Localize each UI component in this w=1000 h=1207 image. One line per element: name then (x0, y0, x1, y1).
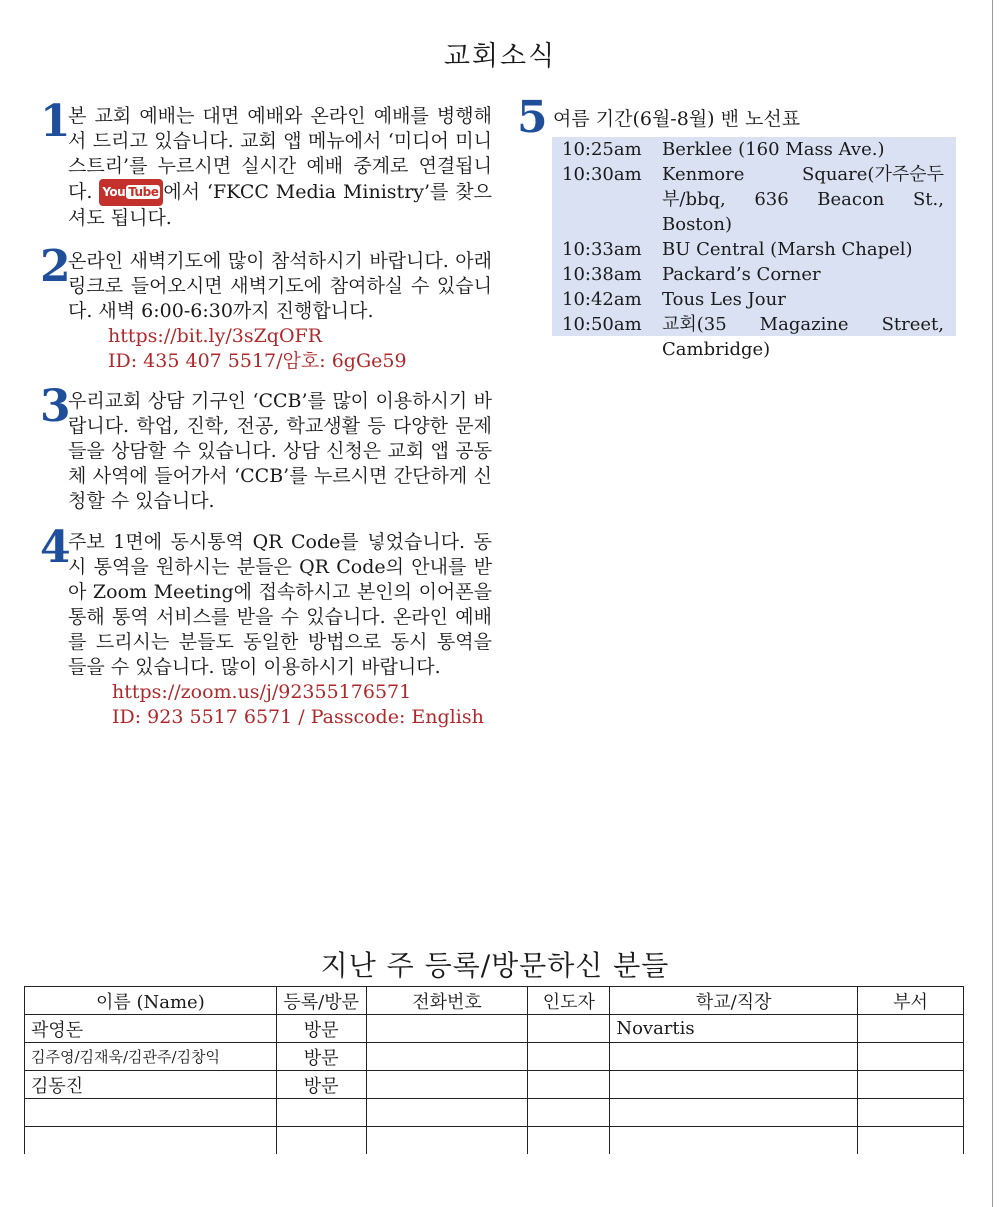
cell-guide (528, 1043, 610, 1071)
item-number: 3 (40, 381, 71, 432)
column-header: 등록/방문 (276, 987, 366, 1015)
cell-guide (528, 1071, 610, 1099)
cell-phone (366, 1099, 528, 1127)
cell-school-work (610, 1099, 858, 1127)
item-number-5: 5 (517, 92, 548, 143)
cell-guide (528, 1127, 610, 1155)
table-row (25, 1127, 964, 1155)
item-text: 우리교회 상담 기구인 ‘CCB’를 많이 이용하시기 바랍니다. 학업, 진학, 전공, 학교생활 등 다양한 문제들을 상담할 수 있습니다. 상담 신청은 교회 앱 공동체 사역에 들어가서 ‘CCB’를 누르시면 간단하게 신청할 수 있습니다. (68, 390, 492, 512)
cell-guide (528, 1099, 610, 1127)
column-header: 인도자 (528, 987, 610, 1015)
bus-place: BU Central (Marsh Chapel) (662, 239, 913, 260)
column-header: 학교/직장 (610, 987, 858, 1015)
item-text (68, 104, 492, 231)
notice-item-3 (40, 381, 492, 514)
bus-stop-row (552, 262, 956, 287)
cell-department (858, 1099, 964, 1127)
cell-name: 곽영돈 (25, 1015, 277, 1043)
column-header: 이름 (Name) (25, 987, 277, 1015)
item-number: 4 (40, 522, 71, 573)
dawn-prayer-link[interactable]: https://bit.ly/3sZqOFR (108, 325, 323, 347)
cell-status: 방문 (276, 1071, 366, 1099)
table-row (25, 1043, 964, 1071)
bus-stop-row (552, 137, 956, 162)
cell-status: 방문 (276, 1043, 366, 1071)
notice-item-4 (40, 522, 492, 730)
cell-phone (366, 1015, 528, 1043)
cell-school-work: Novartis (610, 1015, 858, 1043)
bus-place: Packard’s Corner (662, 264, 821, 285)
cell-status (276, 1099, 366, 1127)
bus-schedule-box (552, 137, 956, 360)
cell-department (858, 1015, 964, 1043)
cell-department (858, 1127, 964, 1155)
cell-guide (528, 1015, 610, 1043)
cell-phone (366, 1043, 528, 1071)
notice-item-1 (40, 96, 493, 231)
page-title: 교회소식 (443, 41, 557, 72)
cell-phone (366, 1127, 528, 1155)
cell-name (25, 1127, 277, 1155)
notice-item-2 (40, 241, 492, 374)
bus-time: 10:50am (562, 314, 642, 335)
page-right-edge (992, 0, 993, 1207)
column-header: 부서 (858, 987, 964, 1015)
visitors-title: 지난 주 등록/방문하신 분들 (320, 949, 670, 982)
youtube-logo-icon: You Tube (99, 179, 163, 206)
cell-name: 김주영/김재욱/김관주/김창익 (25, 1043, 277, 1071)
item-text: 온라인 새벽기도에 많이 참석하시기 바랍니다. 아래 링크로 들어오시면 새벽기도에 참여하실 수 있습니다. 새벽 6:00-6:30까지 진행합니다. (68, 250, 492, 322)
bus-stop-row (552, 162, 956, 237)
bus-time: 10:33am (562, 239, 642, 260)
bus-stop-row (552, 312, 956, 362)
table-row (25, 1015, 964, 1043)
dawn-prayer-id: ID: 435 407 5517/암호: 6gGe59 (108, 350, 407, 372)
table-row (25, 1071, 964, 1099)
table-header-row (25, 987, 964, 1015)
item-text-part: 본 교회 예배는 대면 예배와 온라인 예배를 병행해서 드리고 있습니다. 교회 앱 메뉴에서 ‘미디어 미니스트리’를 누르시면 실시간 예배 중계로 연결됩니다. (68, 105, 492, 203)
item-number: 1 (40, 96, 71, 147)
cell-phone (366, 1071, 528, 1099)
cell-status: 방문 (276, 1015, 366, 1043)
cell-school-work (610, 1127, 858, 1155)
bus-place: Berklee (160 Mass Ave.) (662, 139, 885, 160)
zoom-id: ID: 923 5517 6571 / Passcode: English (112, 706, 484, 728)
bus-time: 10:30am (562, 164, 642, 185)
bus-place: Tous Les Jour (662, 289, 786, 310)
visitors-table (24, 986, 964, 1154)
cell-name: 김동진 (25, 1071, 277, 1099)
bus-time: 10:42am (562, 289, 642, 310)
column-header: 전화번호 (366, 987, 528, 1015)
cell-name (25, 1099, 277, 1127)
bus-stop-row (552, 237, 956, 262)
cell-status (276, 1127, 366, 1155)
bus-place: 교회(35 Magazine Street, Cambridge) (662, 314, 944, 360)
bus-time: 10:38am (562, 264, 642, 285)
bus-time: 10:25am (562, 139, 642, 160)
bus-stop-row (552, 287, 956, 312)
bus-heading: 여름 기간(6월-8월) 밴 노선표 (553, 108, 801, 130)
item-text: 주보 1면에 동시통역 QR Code를 넣었습니다. 동시 통역을 원하시는 분들은 QR Code의 안내를 받아 Zoom Meeting에 접속하시고 본인의 이어폰을 통해 통역 서비스를 받을 수 있습니다. 온라인 예배를 드리시는 분들도 동일한 방법으로 동시 통역을 들을 수 있습니다. 많이 이용하시기 바랍니다. (68, 531, 492, 678)
cell-school-work (610, 1043, 858, 1071)
item-text-part: 에서 ‘FKCC Media Ministry’를 찾으셔도 됩니다. (68, 181, 493, 229)
cell-school-work (610, 1071, 858, 1099)
item-number: 2 (40, 241, 71, 292)
zoom-link[interactable]: https://zoom.us/j/92355176571 (112, 681, 412, 703)
table-row (25, 1099, 964, 1127)
bus-place: Kenmore Square(가주순두부/bbq, 636 Beacon St., Boston) (662, 164, 944, 235)
cell-department (858, 1043, 964, 1071)
cell-department (858, 1071, 964, 1099)
